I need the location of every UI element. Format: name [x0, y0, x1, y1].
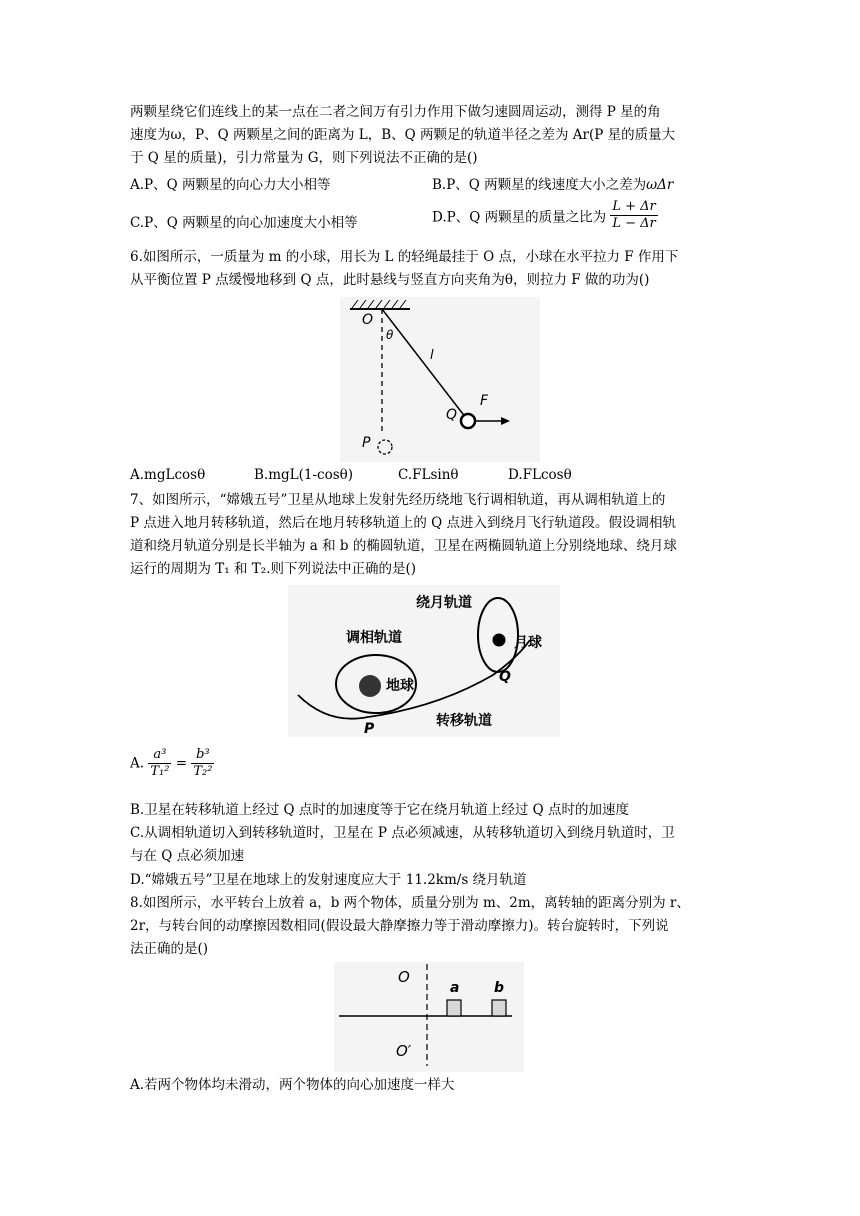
q7-option-a-rhs-den: T₂² — [193, 764, 213, 779]
label-p: P — [362, 435, 371, 451]
q6-option-c: C.FLsinθ — [398, 467, 459, 483]
q5-option-a: A.P、Q 两颗星的向心力大小相等 — [130, 177, 331, 193]
label-f: F — [480, 393, 489, 409]
q7-option-a-rhs — [191, 747, 214, 780]
q6-stem-line-2: 从平衡位置 P 点缓慢地移到 Q 点，此时悬线与竖直方向夹角为θ，则拉力 F 做的功为() — [130, 272, 650, 288]
figure-background — [334, 962, 524, 1072]
q5-option-d-denominator: L − Δr — [612, 216, 656, 231]
q7-option-a-lhs-num: a³ — [153, 747, 167, 762]
q7-option-a-prefix: A. — [130, 755, 145, 772]
label-q: Q — [446, 407, 458, 423]
q7-option-d: D.“嫦娥五号”卫星在地球上的发射速度应大于 11.2km/s 绕月轨道 — [130, 872, 527, 888]
label-o: O — [398, 968, 410, 986]
earth-disc — [359, 675, 381, 697]
q5-option-c: C.P、Q 两颗星的向心加速度大小相等 — [130, 215, 358, 231]
q5-stem-line-3: 于 Q 星的质量)，引力常量为 G，则下列说法不正确的是() — [130, 150, 478, 166]
label-theta: θ — [386, 328, 394, 342]
q6-pendulum-figure — [340, 297, 540, 462]
label-a: a — [450, 980, 460, 996]
q7-option-a-lhs-den: T₁² — [150, 764, 170, 779]
q8-stem-line-2: 2r，与转台间的动摩擦因数相同(假设最大静摩擦力等于滑动摩擦力)。转台旋转时，下列说 — [130, 918, 669, 934]
q7-option-a-eq: = — [175, 755, 188, 772]
q6-option-b: B.mgL(1-cosθ) — [254, 467, 354, 483]
label-phase-orbit: 调相轨道 — [346, 630, 402, 646]
label-moon-orbit: 绕月轨道 — [416, 595, 472, 611]
q8-option-a: A.若两个物体均未滑动，两个物体的向心加速度一样大 — [130, 1077, 455, 1093]
q8-stem-line-3: 法正确的是() — [130, 941, 209, 957]
q6-stem-line-1: 6.如图所示，一质量为 m 的小球，用长为 L 的轻绳最挂于 O 点，小球在水平拉力 F 作用下 — [130, 249, 679, 265]
q7-option-c-line-2: 与在 Q 点必须加速 — [130, 848, 245, 864]
q5-stem-line-1: 两颗星绕它们连线上的某一点在二者之间万有引力作用下做匀速圆周运动，测得 P 星的角 — [130, 104, 661, 120]
label-o-prime: O′ — [396, 1042, 412, 1060]
q7-option-a — [130, 747, 214, 780]
q7-stem-line-4: 运行的周期为 T₁ 和 T₂.则下列说法中正确的是() — [130, 561, 417, 577]
q6-option-a: A.mgLcosθ — [130, 467, 206, 483]
q5-stem-line-2: 速度为ω，P、Q 两颗星之间的距离为 L，B、Q 两颗足的轨道半径之差为 Ar(P 星的质量大 — [130, 127, 676, 143]
label-q: Q — [499, 669, 511, 685]
q5-option-b — [432, 173, 673, 193]
label-earth: 地球 — [386, 678, 414, 694]
label-moon: 月球 — [514, 635, 542, 651]
q7-stem-line-2: P 点进入地月转移轨道，然后在地月转移轨道上的 Q 点进入到绕月飞行轨道段。假设调相轨 — [130, 515, 677, 531]
q5-option-b-text: B.P、Q 两颗星的线速度大小之差为 — [432, 177, 647, 193]
q7-option-a-rhs-num: b³ — [196, 747, 210, 762]
q8-turntable-figure — [334, 962, 524, 1072]
q7-stem-line-1: 7、如图所示，“嫦娥五号”卫星从地球上发射先经历绕地飞行调相轨道，再从调相轨道上的 — [130, 492, 666, 508]
label-p: P — [364, 721, 375, 737]
q5-option-d-numerator: L + Δr — [612, 199, 656, 214]
q5-option-d-fraction — [610, 199, 657, 232]
label-o: O — [362, 312, 374, 328]
q7-stem-line-3: 道和绕月轨道分别是长半轴为 a 和 b 的椭圆轨道，卫星在两椭圆轨道上分别绕地球、绕月球 — [130, 538, 677, 554]
q5-option-b-math: ωΔr — [646, 177, 674, 193]
q7-option-a-lhs — [148, 747, 171, 780]
q8-stem-line-1: 8.如图所示，水平转台上放着 a，b 两个物体，质量分别为 m、2m，离转轴的距离分别为 r、 — [130, 895, 690, 911]
ball-q — [461, 414, 475, 428]
q7-option-b: B.卫星在转移轨道上经过 Q 点时的加速度等于它在绕月轨道上经过 Q 点时的加速度 — [130, 802, 630, 818]
q5-option-d-text: D.P、Q 两颗星的质量之比为 — [432, 209, 607, 226]
q5-option-d — [432, 199, 658, 232]
label-b: b — [494, 980, 505, 996]
q7-orbit-figure — [288, 585, 560, 737]
q7-option-c-line-1: C.从调相轨道切入到转移轨道时，卫星在 P 点必须减速，从转移轨道切入到绕月轨道时，卫 — [130, 825, 675, 841]
block-a — [447, 1000, 461, 1016]
label-transfer-orbit: 转移轨道 — [436, 713, 492, 729]
block-b — [492, 1000, 506, 1016]
moon-disc — [493, 634, 506, 647]
label-l: l — [430, 348, 434, 363]
q6-option-d: D.FLcosθ — [508, 467, 572, 483]
